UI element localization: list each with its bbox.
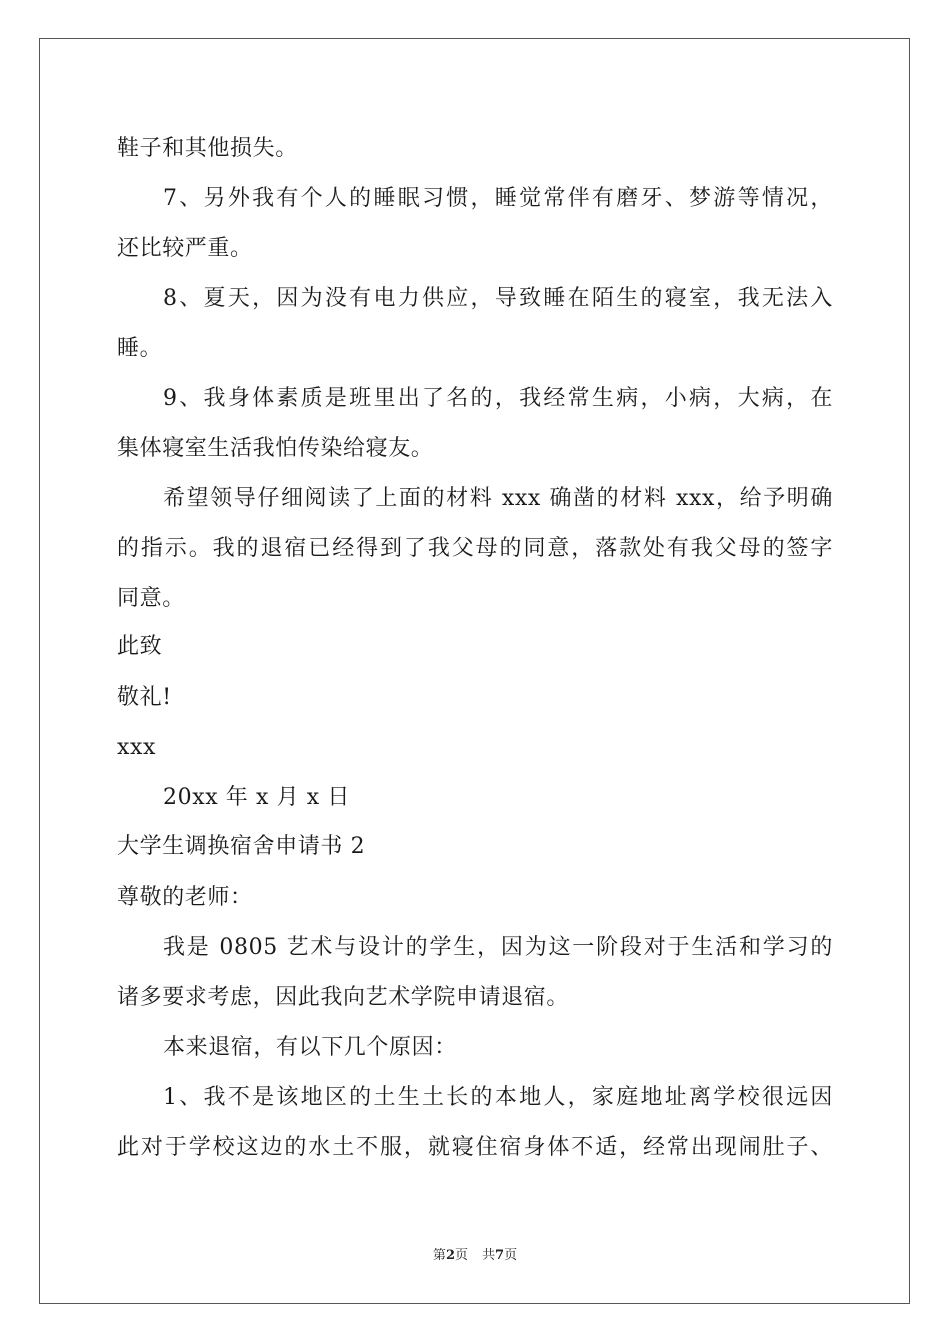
page-footer (0, 1247, 950, 1265)
text-line: 9、我身体素质是班里出了名的，我经常生病，小病，大病，在 (163, 386, 833, 411)
text-line: 希望领导仔细阅读了上面的材料 xxx 确凿的材料 xxx，给予明确 (163, 486, 833, 511)
text-line: 本来退宿，有以下几个原因： (163, 1035, 457, 1060)
total-suffix: 页 (504, 1248, 518, 1263)
text-line: 睡。 (117, 336, 163, 361)
text-line: 的指示。我的退宿已经得到了我父母的同意，落款处有我父母的签字 (117, 536, 833, 561)
text-line: 还比较严重。 (117, 236, 253, 261)
text-line: 我是 0805 艺术与设计的学生，因为这一阶段对于生活和学习的 (163, 935, 833, 960)
total-prefix: 共 (482, 1248, 496, 1263)
text-line: 1、我不是该地区的土生土长的本地人，家庭地址离学校很远因 (163, 1085, 833, 1110)
text-line: 此对于学校这边的水土不服，就寝住宿身体不适，经常出现闹肚子、 (117, 1135, 833, 1160)
text-line: 集体寝室生活我怕传染给寝友。 (117, 436, 434, 461)
page-border (39, 38, 910, 1304)
page-number: 2 (445, 1248, 455, 1263)
section-title: 大学生调换宿舍申请书 2 (117, 834, 366, 859)
page-suffix: 页 (454, 1248, 468, 1263)
closing-regards: 敬礼! (117, 685, 172, 710)
signature-date: 20xx 年 x 月 x 日 (163, 785, 350, 810)
text-line: 8、夏天，因为没有电力供应，导致睡在陌生的寝室，我无法入 (163, 286, 833, 311)
text-line: 同意。 (117, 586, 185, 611)
text-line: 诸多要求考虑，因此我向艺术学院申请退宿。 (117, 985, 570, 1010)
total-pages: 7 (495, 1248, 505, 1263)
closing-salutation: 此致 (117, 634, 163, 659)
page-prefix: 第 (432, 1248, 446, 1263)
signature-name: xxx (117, 735, 157, 760)
text-line: 鞋子和其他损失。 (117, 136, 298, 161)
greeting: 尊敬的老师： (117, 885, 253, 910)
text-line: 7、另外我有个人的睡眠习惯，睡觉常伴有磨牙、梦游等情况， (163, 186, 833, 211)
